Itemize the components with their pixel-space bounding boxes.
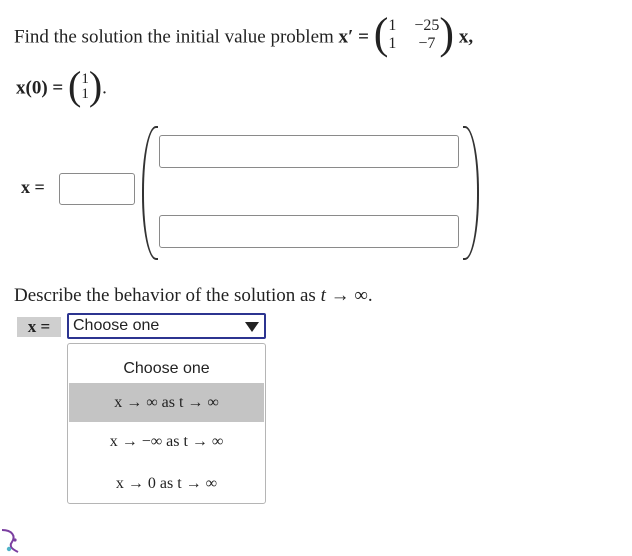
answer-vector-right-paren — [463, 126, 479, 260]
help-icon[interactable] — [0, 522, 28, 556]
ic-end: . — [102, 77, 107, 99]
behavior-limit: → ∞. — [330, 285, 373, 306]
matrix-left-paren: ( — [373, 9, 389, 58]
problem-lhs: x′ = — [338, 26, 369, 48]
initial-vector — [81, 72, 89, 102]
ic-lhs: x(0) = — [16, 77, 64, 99]
dropdown-option-placeholder[interactable]: Choose one — [123, 360, 210, 377]
vector-entry: 1 — [81, 71, 89, 87]
problem-statement — [14, 9, 474, 58]
problem-rhs-var: x, — [458, 26, 474, 48]
vector-left-paren: ( — [67, 63, 82, 108]
answer-x-label: x = — [21, 177, 45, 197]
vector-right-paren: ) — [88, 63, 103, 108]
dropdown-menu — [67, 343, 266, 504]
dropdown-option-infinity[interactable]: x → ∞ as t → ∞ — [69, 383, 264, 422]
matrix-right-paren: ) — [439, 9, 455, 58]
behavior-prompt: Describe the behavior of the solution as — [14, 285, 316, 306]
behavior-question — [14, 285, 373, 307]
vector-entry: 1 — [81, 86, 89, 102]
coefficient-matrix — [388, 17, 439, 53]
vector-answer-input-2[interactable] — [159, 215, 459, 248]
problem-text: Find the solution the initial value problem — [14, 26, 334, 48]
dropdown-option-neg-infinity[interactable]: x → −∞ as t → ∞ — [109, 433, 224, 450]
initial-condition — [16, 63, 107, 108]
matrix-entry: 1 — [388, 35, 397, 52]
select-value: Choose one — [73, 317, 160, 334]
dropdown-arrow-icon — [245, 322, 259, 332]
answer-vector-left-paren — [142, 126, 158, 260]
vector-answer-input-1[interactable] — [159, 135, 459, 168]
matrix-entry: 1 — [388, 17, 397, 34]
behavior-select[interactable] — [67, 313, 266, 339]
matrix-entry: −7 — [418, 35, 436, 52]
scalar-answer-input[interactable] — [59, 173, 135, 205]
select-x-label: x = — [17, 317, 61, 337]
dropdown-option-zero[interactable]: x → 0 as t → ∞ — [115, 475, 218, 492]
matrix-entry: −25 — [414, 17, 440, 34]
behavior-t-var: t — [320, 285, 326, 306]
